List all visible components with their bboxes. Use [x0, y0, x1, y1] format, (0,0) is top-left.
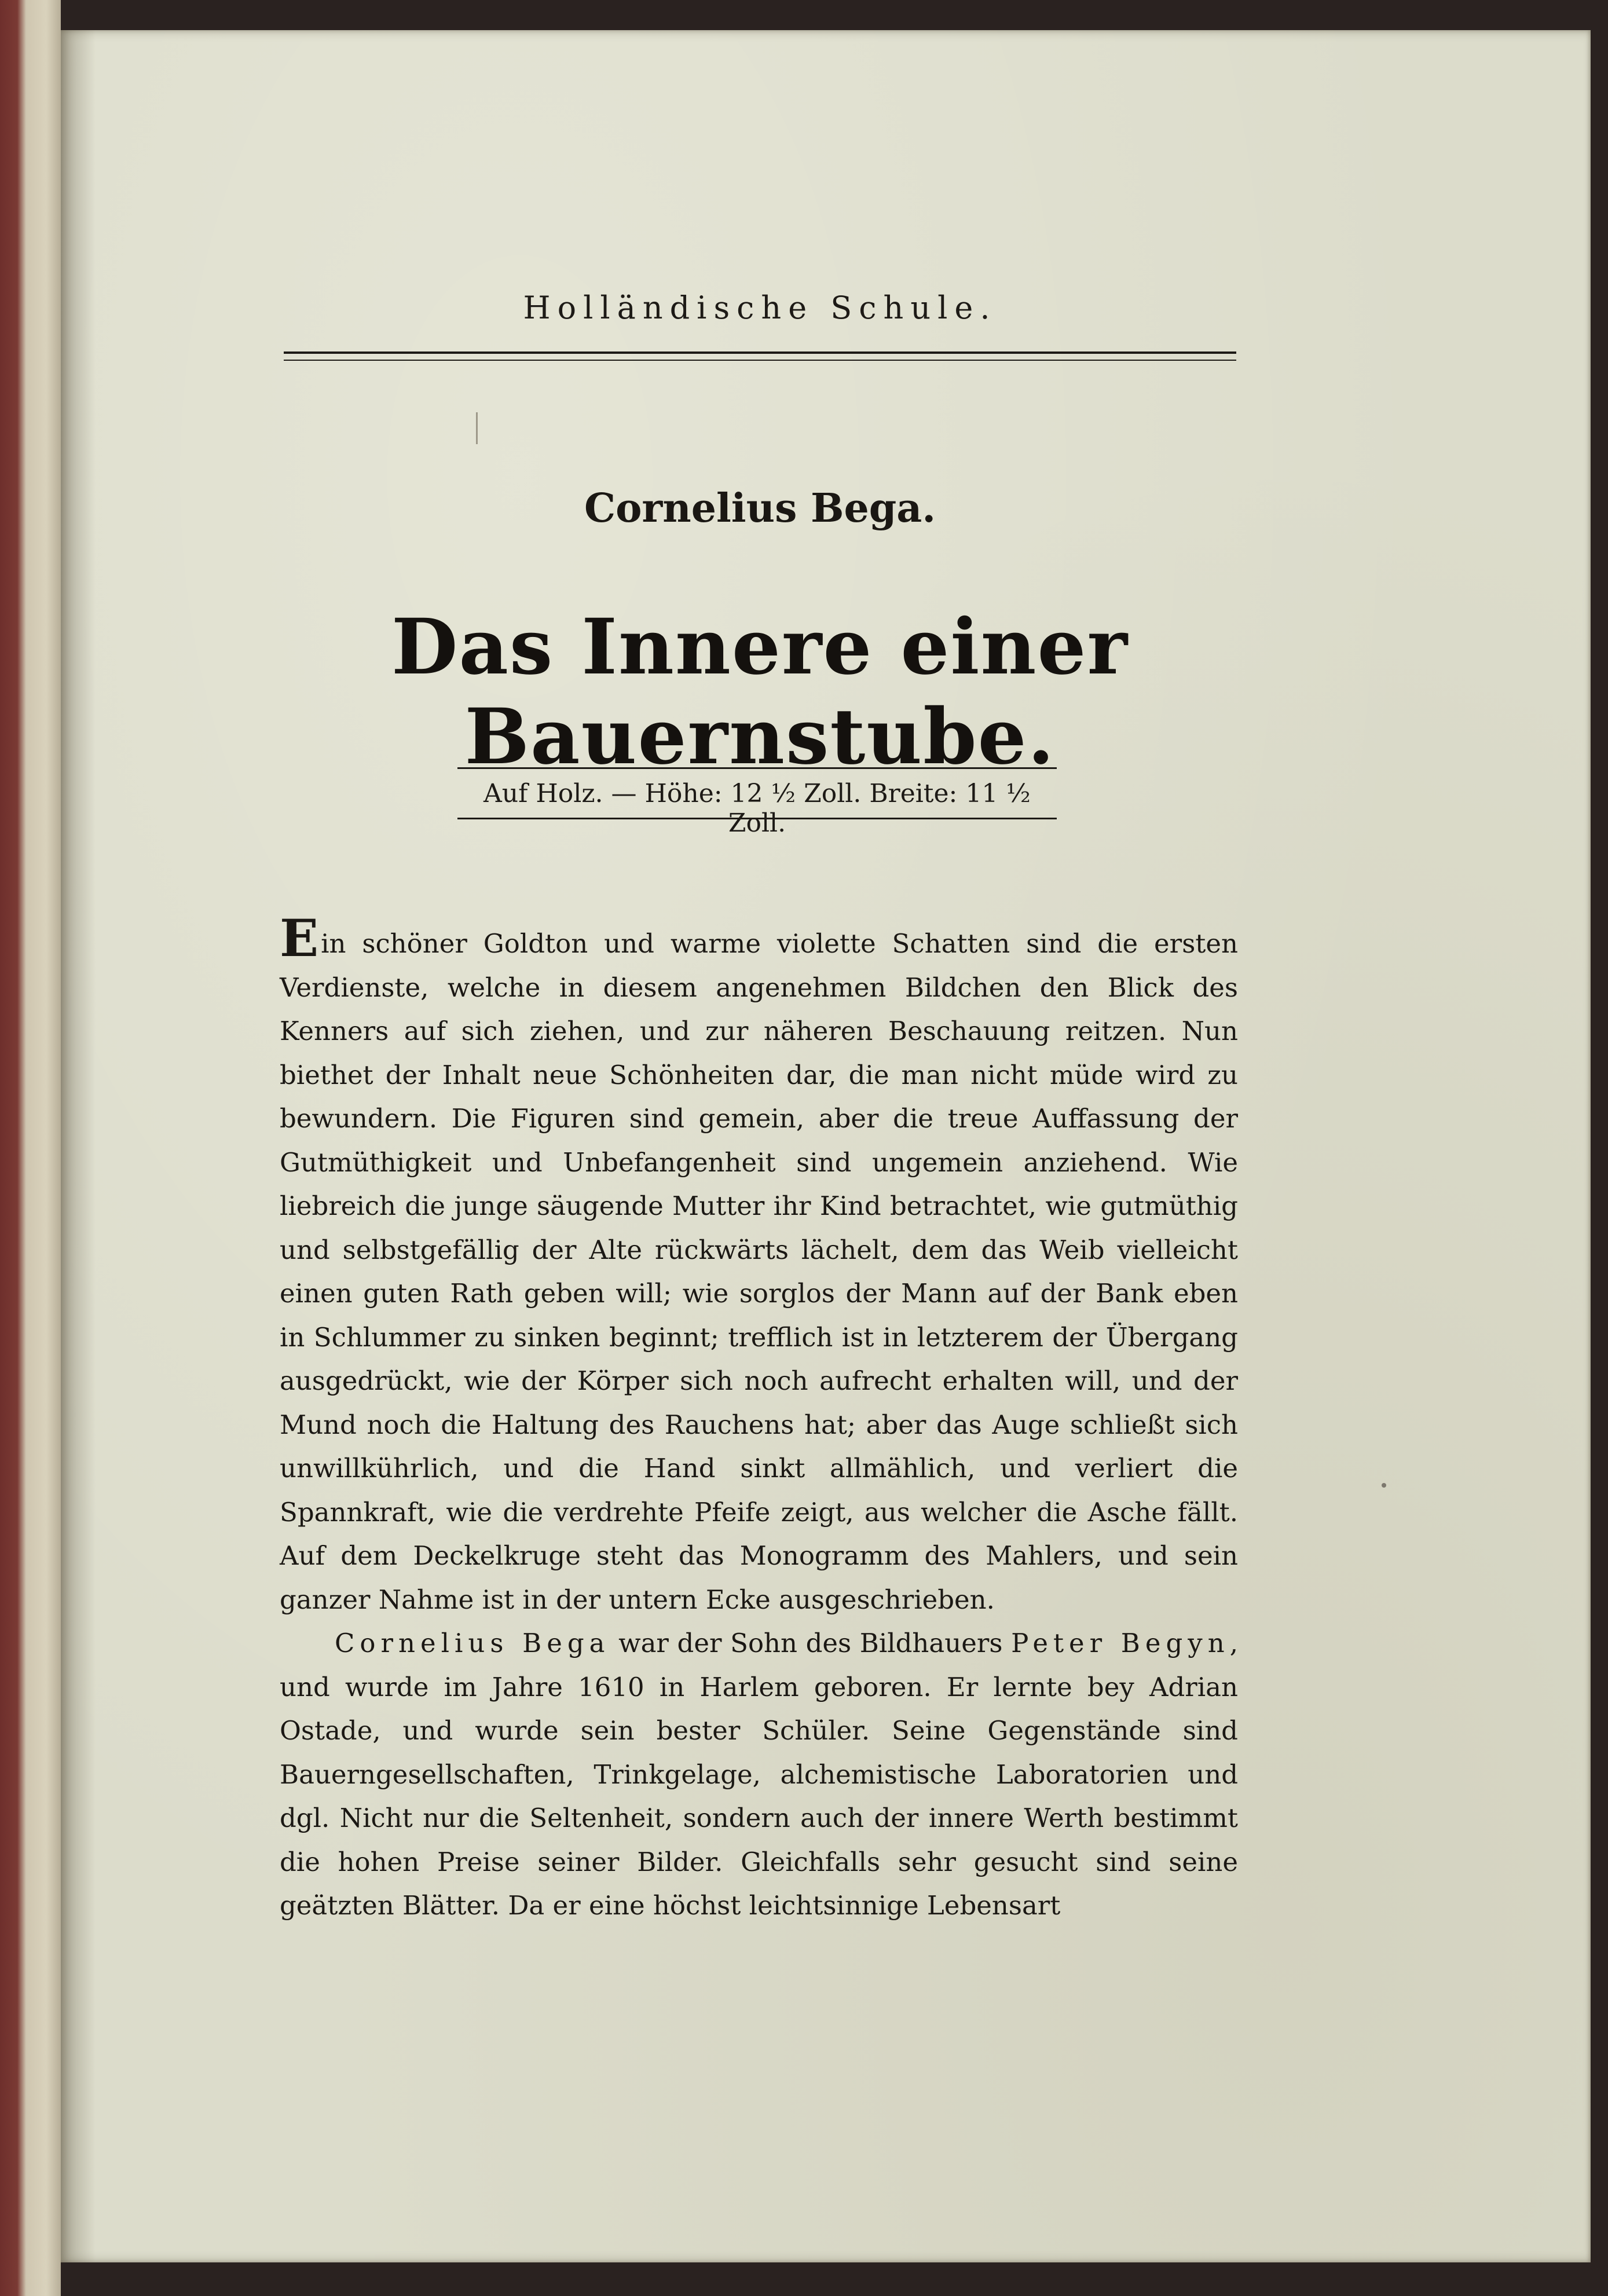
paragraph-biography [280, 1621, 1238, 1928]
artwork-specs: Auf Holz. — Höhe: 12 ½ Zoll. Breite: 11 ½ Zoll. [484, 779, 1031, 838]
artist-name-spaced: Cornelius Bega [335, 1628, 610, 1658]
body-text [280, 908, 1239, 1928]
artwork-title: Das Innere einer Bauernstube. [391, 602, 1129, 782]
specs-rule-bottom [457, 818, 1057, 819]
gutter-shadow [61, 30, 96, 2262]
specs-rule-top [457, 767, 1057, 769]
header-rule [284, 351, 1236, 361]
father-name-spaced: Peter Begyn [1011, 1628, 1230, 1658]
paper-speck [1382, 1483, 1386, 1488]
previous-page-edge [0, 0, 61, 2296]
artist-name: Cornelius Bega. [584, 485, 936, 532]
paper-mark [476, 412, 478, 444]
drop-cap: E [280, 908, 319, 968]
biography-text-2: , und wurde im Jahre 1610 in Harlem geboren. Er lernte bey Adrian Ostade, und wurde sein bester Schüler. Seine Gegenstände sind Bauerngesellschaften, Trinkgelage, alchemistische Laboratorien und dgl. Nicht nur die Seltenheit, sondern auch der innere Werth bestimmt die hohen Preise seiner Bilder. Gleichfalls sehr gesucht sind seine geätzten Blätter. Da er eine höchst leichtsinnige Lebensart [280, 1628, 1239, 1921]
section-header: Holländische Schule. [523, 290, 997, 326]
biography-text-1: war der Sohn des Bildhauers [610, 1628, 1012, 1658]
paragraph-description [280, 908, 1238, 1621]
paragraph-description-text: in schöner Goldton und warme violette Schatten sind die ersten Verdienste, welche in diesem angenehmen Bildchen den Blick des Kenners auf sich ziehen, und zur näheren Beschauung reitzen. Nun biethet der Inhalt neue Schönheiten dar, die man nicht müde wird zu bewundern. Die Figuren sind gemein, aber die treue Auffassung der Gutmüthigkeit und Unbefangenheit sind ungemein anziehend. Wie liebreich die junge säugende Mutter ihr Kind betrachtet, wie gutmüthig und selbstgefällig der Alte rückwärts lächelt, dem das Weib vielleicht einen guten Rath geben will; wie sorglos der Mann auf der Bank eben in Schlummer zu sinken beginnt; trefflich ist in letzterem der Übergang ausgedrückt, wie der Körper sich noch aufrecht erhalten will, und der Mund noch die Haltung des Rauchens hat; aber das Auge schließt sich unwillkührlich, und die Hand sinkt allmählich, und verliert die Spannkraft, wie die verdrehte Pfeife zeigt, aus welcher die Asche fällt. Auf dem Deckelkruge steht das Monogramm des Mahlers, und sein ganzer Nahme ist in der untern Ecke ausgeschrieben. [280, 928, 1238, 1615]
